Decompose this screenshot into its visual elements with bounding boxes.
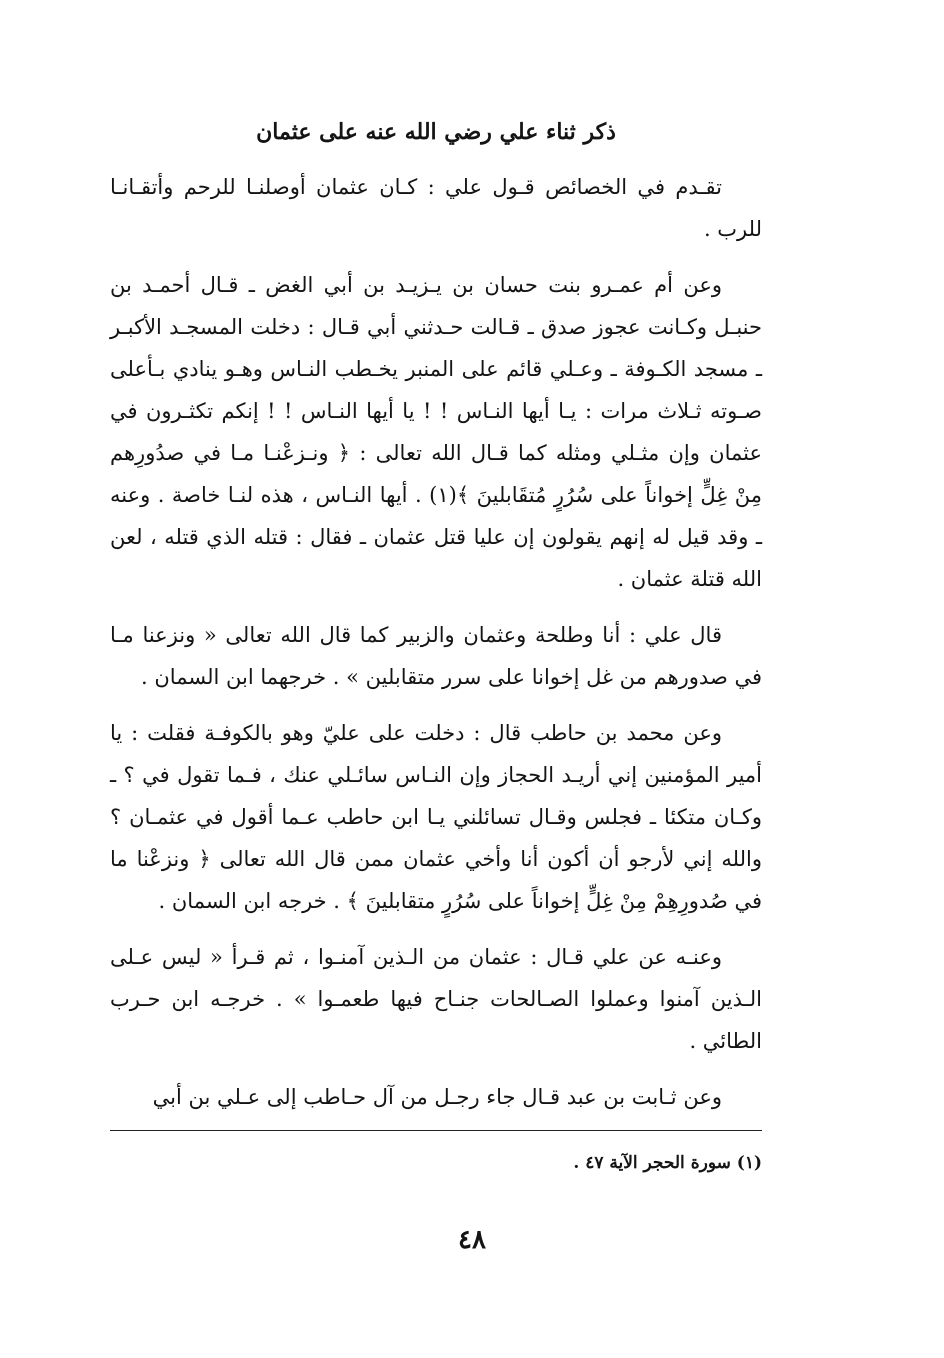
paragraph-2: وعن أم عمـرو بنت حسان بن يـزيـد بن أبي الغض ـ قـال أحمـد بن حنبـل وكـانت عجوز صدق ـ قـالت حـدثني أبي قـال : دخلت المسجـد الأكبـر ـ مسجد الكـوفة ـ وعـلي قائم على المنبر يخـطب النـاس وهـو ينادي بـأعلى صـوته ثـلاث مرات : يـا أيها النـاس ! ! يا أيها النـاس ! ! إنكم تكثـرون في عثمان وإن مثـلي ومثله كما قـال الله تعالى : ﴿ ونـزعْنـا مـا في صدُورِهم مِنْ غِلٍّ إخواناً على سُرُرٍ مُتقَابلينَ ﴾(١) . أيها النـاس ، هذه لنـا خاصة . وعنه ـ وقد قيل له إنهم يقولون إن عليا قتل عثمان ـ فقال : قتله الذي قتله ، لعن الله قتلة عثمان . [110,273,762,591]
page-number: ٤٨ [458,1225,486,1255]
paragraph-5: وعنـه عن علي قـال : عثمان من الـذين آمنـوا ، ثم قـرأ « ليس عـلى الـذين آمنوا وعملوا الصـالحات جنـاح فيها طعمـوا » . خرجـه ابن حـرب الطائي . [110,945,762,1053]
paragraph-6: وعن ثـابت بن عبد قـال جاء رجـل من آل حـاطب إلى عـلي بن أبي [152,1085,722,1109]
paragraph-4: وعن محمد بن حاطب قال : دخلت على عليّ وهو بالكوفـة فقلت : يا أمير المؤمنين إني أريـد الحجاز وإن النـاس سائـلي عنك ، فـما تقول في ؟ ـ وكـان متكئا ـ فجلس وقـال تسائلني يـا ابن حاطب عـما أقول في عثمـان ؟ والله إني لأرجو أن أكون أنا وأخي عثمان ممن قال الله تعالى ﴿ ونزعْنا ما في صُدورِهِمْ مِنْ غِلٍّ إخواناً على سُرُرٍ متقابلينَ ﴾ . خرجه ابن السمان . [110,721,762,913]
section-title: ذكر ثناء علي رضي الله عنه على عثمان [256,119,616,145]
footnote: (١) سورة الحجر الآية ٤٧ . [573,1153,762,1173]
paragraph-3: قال علي : أنا وطلحة وعثمان والزبير كما قال الله تعالى « ونزعنا مـا في صدورهم من غل إخوانا على سرر متقابلين » . خرجهما ابن السمان . [110,623,762,689]
paragraph-1: تقـدم في الخصائص قـول علي : كـان عثمان أوصلنـا للرحم وأتقـانـا للرب . [110,175,762,241]
footnote-divider [110,1130,762,1131]
body-text [110,166,762,1132]
